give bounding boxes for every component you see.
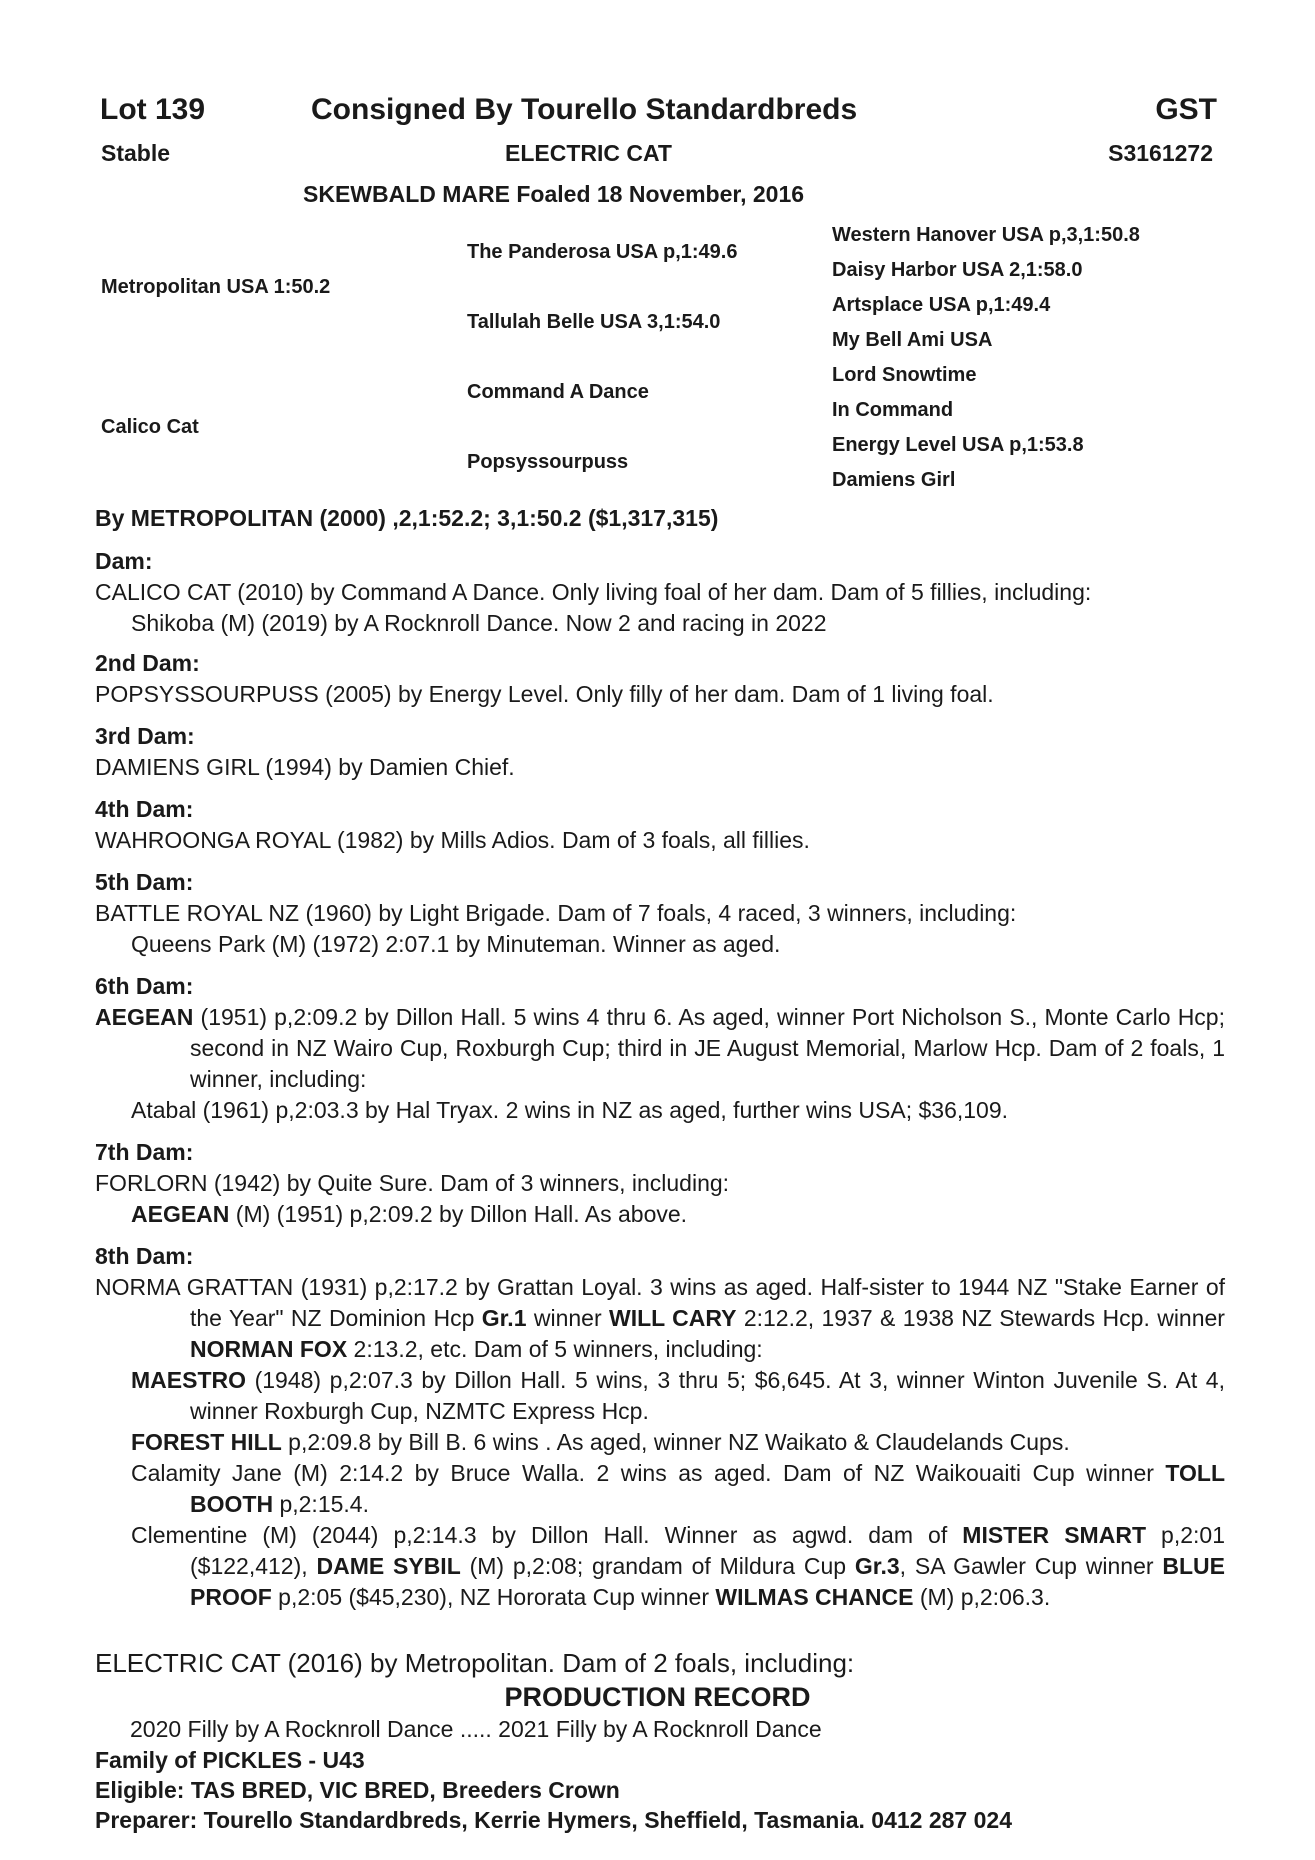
dam-text: CALICO CAT (2010) by Command A Dance. Only living foal of her dam. Dam of 5 fillies, including:: [95, 579, 1092, 605]
sixth-dam-entry: [95, 1002, 1225, 1126]
pedigree-dam: Calico Cat: [101, 416, 199, 438]
pedigree-dam-sire: Command A Dance: [467, 381, 649, 403]
eighth-dam-entry: [95, 1272, 1225, 1613]
id-number: S3161272: [1108, 140, 1213, 166]
pedigree-g3-5: Lord Snowtime: [832, 364, 977, 386]
eighth-dam-progeny-2: FOREST HILL p,2:09.8 by Bill B. 6 wins . As aged, winner NZ Waikato & Claudelands Cups.: [131, 1429, 1070, 1455]
production-heading: PRODUCTION RECORD: [504, 1682, 811, 1712]
dam-entry: [95, 577, 1225, 639]
seventh-dam-entry: [95, 1168, 1225, 1230]
eighth-dam-progeny-4: Clementine (M) (2044) p,2:14.3 by Dillon Hall. Winner as agwd. dam of MISTER SMART p,2:01 ($122,412), DAME SYBIL (M) p,2:08; grandam of Mildura Cup Gr.3, SA Gawler Cup winner BLUE PROOF p,2:05 ($45,230), NZ Hororata Cup winner WILMAS CHANCE (M) p,2:06.3.: [131, 1522, 1225, 1610]
seventh-dam-progeny: AEGEAN (M) (1951) p,2:09.2 by Dillon Hall. As above.: [131, 1201, 688, 1227]
family-line: Family of PICKLES - U43: [95, 1747, 365, 1773]
pedigree-g3-4: My Bell Ami USA: [832, 329, 993, 351]
dam-heading: Dam:: [95, 548, 153, 574]
pedigree-g3-7: Energy Level USA p,1:53.8: [832, 434, 1084, 456]
sire-line: By METROPOLITAN (2000) ,2,1:52.2; 3,1:50.2 ($1,317,315): [95, 505, 719, 531]
production-intro: ELECTRIC CAT (2016) by Metropolitan. Dam of 2 foals, including:: [95, 1648, 855, 1678]
pedigree-g3-1: Western Hanover USA p,3,1:50.8: [832, 224, 1140, 246]
fourth-dam-text: WAHROONGA ROYAL (1982) by Mills Adios. Dam of 3 foals, all fillies.: [95, 827, 810, 853]
eighth-dam-heading: 8th Dam:: [95, 1243, 194, 1269]
seventh-dam-text: FORLORN (1942) by Quite Sure. Dam of 3 winners, including:: [95, 1170, 730, 1196]
dam-progeny: Shikoba (M) (2019) by A Rocknroll Dance. Now 2 and racing in 2022: [131, 610, 827, 636]
third-dam-heading: 3rd Dam:: [95, 723, 195, 749]
eighth-dam-text: NORMA GRATTAN (1931) p,2:17.2 by Grattan Loyal. 3 wins as aged. Half-sister to 1944 NZ "Stake Earner of the Year" NZ Dominion Hcp Gr.1 winner WILL CARY 2:12.2, 1937 & 1938 NZ Stewards Hcp. winner NORMAN FOX 2:13.2, etc. Dam of 5 winners, including:: [95, 1274, 1225, 1362]
production-record: 2020 Filly by A Rocknroll Dance ..... 2021 Filly by A Rocknroll Dance: [130, 1716, 822, 1742]
tax-status: GST: [1155, 93, 1217, 126]
pedigree-sire: Metropolitan USA 1:50.2: [101, 276, 331, 298]
horse-name: ELECTRIC CAT: [505, 140, 672, 166]
second-dam-entry: [95, 679, 1225, 710]
third-dam-text: DAMIENS GIRL (1994) by Damien Chief.: [95, 754, 515, 780]
fourth-dam-heading: 4th Dam:: [95, 796, 194, 822]
pedigree-g3-2: Daisy Harbor USA 2,1:58.0: [832, 259, 1083, 281]
pedigree-g3-6: In Command: [832, 399, 954, 421]
second-dam-heading: 2nd Dam:: [95, 650, 200, 676]
second-dam-text: POPSYSSOURPUSS (2005) by Energy Level. Only filly of her dam. Dam of 1 living foal.: [95, 681, 994, 707]
fifth-dam-heading: 5th Dam:: [95, 869, 194, 895]
eligibility: Eligible: TAS BRED, VIC BRED, Breeders Crown: [95, 1777, 620, 1803]
sixth-dam-progeny: Atabal (1961) p,2:03.3 by Hal Tryax. 2 wins in NZ as aged, further wins USA; $36,109.: [131, 1097, 1009, 1123]
lot-number: Lot 139: [100, 93, 206, 126]
sixth-dam-name: AEGEAN: [95, 1004, 194, 1030]
stable-label: Stable: [101, 140, 171, 166]
seventh-dam-heading: 7th Dam:: [95, 1139, 194, 1165]
fourth-dam-entry: [95, 825, 1225, 856]
pedigree-g3-8: Damiens Girl: [832, 469, 956, 491]
pedigree-sire-sire: The Panderosa USA p,1:49.6: [467, 241, 738, 263]
eighth-dam-progeny-1: MAESTRO (1948) p,2:07.3 by Dillon Hall. 5 wins, 3 thru 5; $6,645. At 3, winner Winton Juvenile S. At 4, winner Roxburgh Cup, NZMTC Express Hcp.: [131, 1367, 1225, 1424]
sixth-dam-heading: 6th Dam:: [95, 973, 194, 999]
pedigree-dam-dam: Popsyssourpuss: [467, 451, 629, 473]
third-dam-entry: [95, 752, 1225, 783]
sixth-dam-text: AEGEAN (1951) p,2:09.2 by Dillon Hall. 5 wins 4 thru 6. As aged, winner Port Nicholson S., Monte Carlo Hcp; second in NZ Wairo Cup, Roxburgh Cup; third in JE August Memorial, Marlow Hcp. Dam of 2 foals, 1 winner, including:: [95, 1004, 1225, 1092]
horse-description: SKEWBALD MARE Foaled 18 November, 2016: [303, 181, 805, 207]
eighth-dam-progeny-3: Calamity Jane (M) 2:14.2 by Bruce Walla. 2 wins as aged. Dam of NZ Waikouaiti Cup winner TOLL BOOTH p,2:15.4.: [131, 1460, 1225, 1517]
fifth-dam-entry: [95, 898, 1225, 960]
pedigree-g3-3: Artsplace USA p,1:49.4: [832, 294, 1051, 316]
preparer: Preparer: Tourello Standardbreds, Kerrie Hymers, Sheffield, Tasmania. 0412 287 024: [95, 1807, 1012, 1833]
consignor: Consigned By Tourello Standardbreds: [311, 93, 858, 126]
fifth-dam-text: BATTLE ROYAL NZ (1960) by Light Brigade. Dam of 7 foals, 4 raced, 3 winners, including:: [95, 900, 1017, 926]
fifth-dam-progeny: Queens Park (M) (1972) 2:07.1 by Minuteman. Winner as aged.: [131, 931, 781, 957]
pedigree-sire-dam: Tallulah Belle USA 3,1:54.0: [467, 311, 721, 333]
